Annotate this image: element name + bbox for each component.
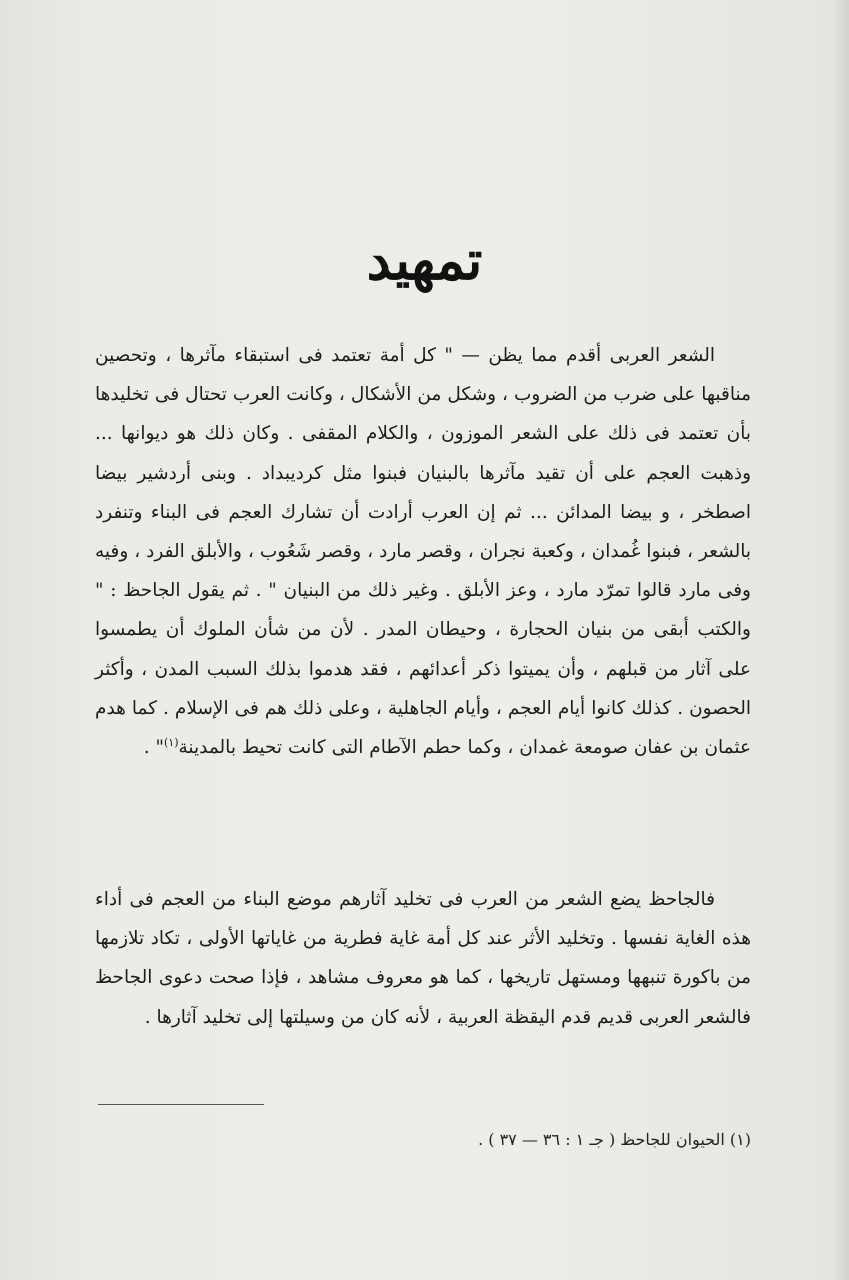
footnote-divider <box>98 1104 264 1105</box>
paragraph-1 <box>95 336 751 767</box>
footnote: (١) الحيوان للجاحظ ( جـ ١ : ٣٦ — ٣٧ ) . <box>478 1130 751 1149</box>
footnote-reference: (١) <box>163 735 179 749</box>
paragraph-1-text: الشعر العربى أقدم مما يظن — " كل أمة تعتمد فى استبقاء مآثرها ، وتحصين مناقبها على ضرب من الضروب ، وشكل من الأشكال ، وكانت العرب تحتال فى تخليدها بأن تعتمد فى ذلك على الشعر الموزون ، والكلام المقفى . وكان ذلك هو ديوانها ... وذهبت العجم على أن تقيد مآثرها بالبنيان فبنوا مثل كرديبداد . وبنى أردشير بيضا اصطخر ، و بيضا المدائن ... ثم إن العرب أرادت أن تشارك العجم فى البناء وتنفرد بالشعر ، فبنوا غُمدان ، وكعبة نجران ، وقصر مارد ، وقصر شَعُوب ، والأبلق الفرد ، وفيه وفى مارد قالوا تمرّد مارد ، وعز الأبلق . وغير ذلك من البنيان " . ثم يقول الجاحظ : " والكتب أبقى من بنيان الحجارة ، وحيطان المدر . لأن من شأن الملوك أن يطمسوا على آثار من قبلهم ، وأن يميتوا ذكر أعدائهم ، فقد هدموا بذلك السبب المدن ، وأكثر الحصون . كذلك كانوا أيام العجم ، وأيام الجاهلية ، وعلى ذلك هم فى الإسلام . كما هدم عثمان بن عفان صومعة غمدان ، وكما حطم الآطام التى كانت تحيط بالمدينة <box>95 345 751 759</box>
chapter-title: تمهيد <box>366 228 483 292</box>
page-edge-shadow <box>831 0 849 1280</box>
paragraph-1-end: " . <box>143 737 164 759</box>
paragraph-2 <box>95 880 751 1037</box>
paragraph-2-text: فالجاحظ يضع الشعر من العرب فى تخليد آثارهم موضع البناء من العجم فى أداء هذه الغاية نفسها . وتخليد الأثر عند كل أمة غاية فطرية من غاياتها الأولى ، تكاد تلازمها من باكورة تنبهها ومستهل تاريخها ، كما هو معروف مشاهد ، فإذا صحت دعوى الجاحظ فالشعر العربى قديم قدم اليقظة العربية ، لأنه كان من وسيلتها إلى تخليد آثارها . <box>95 889 751 1028</box>
